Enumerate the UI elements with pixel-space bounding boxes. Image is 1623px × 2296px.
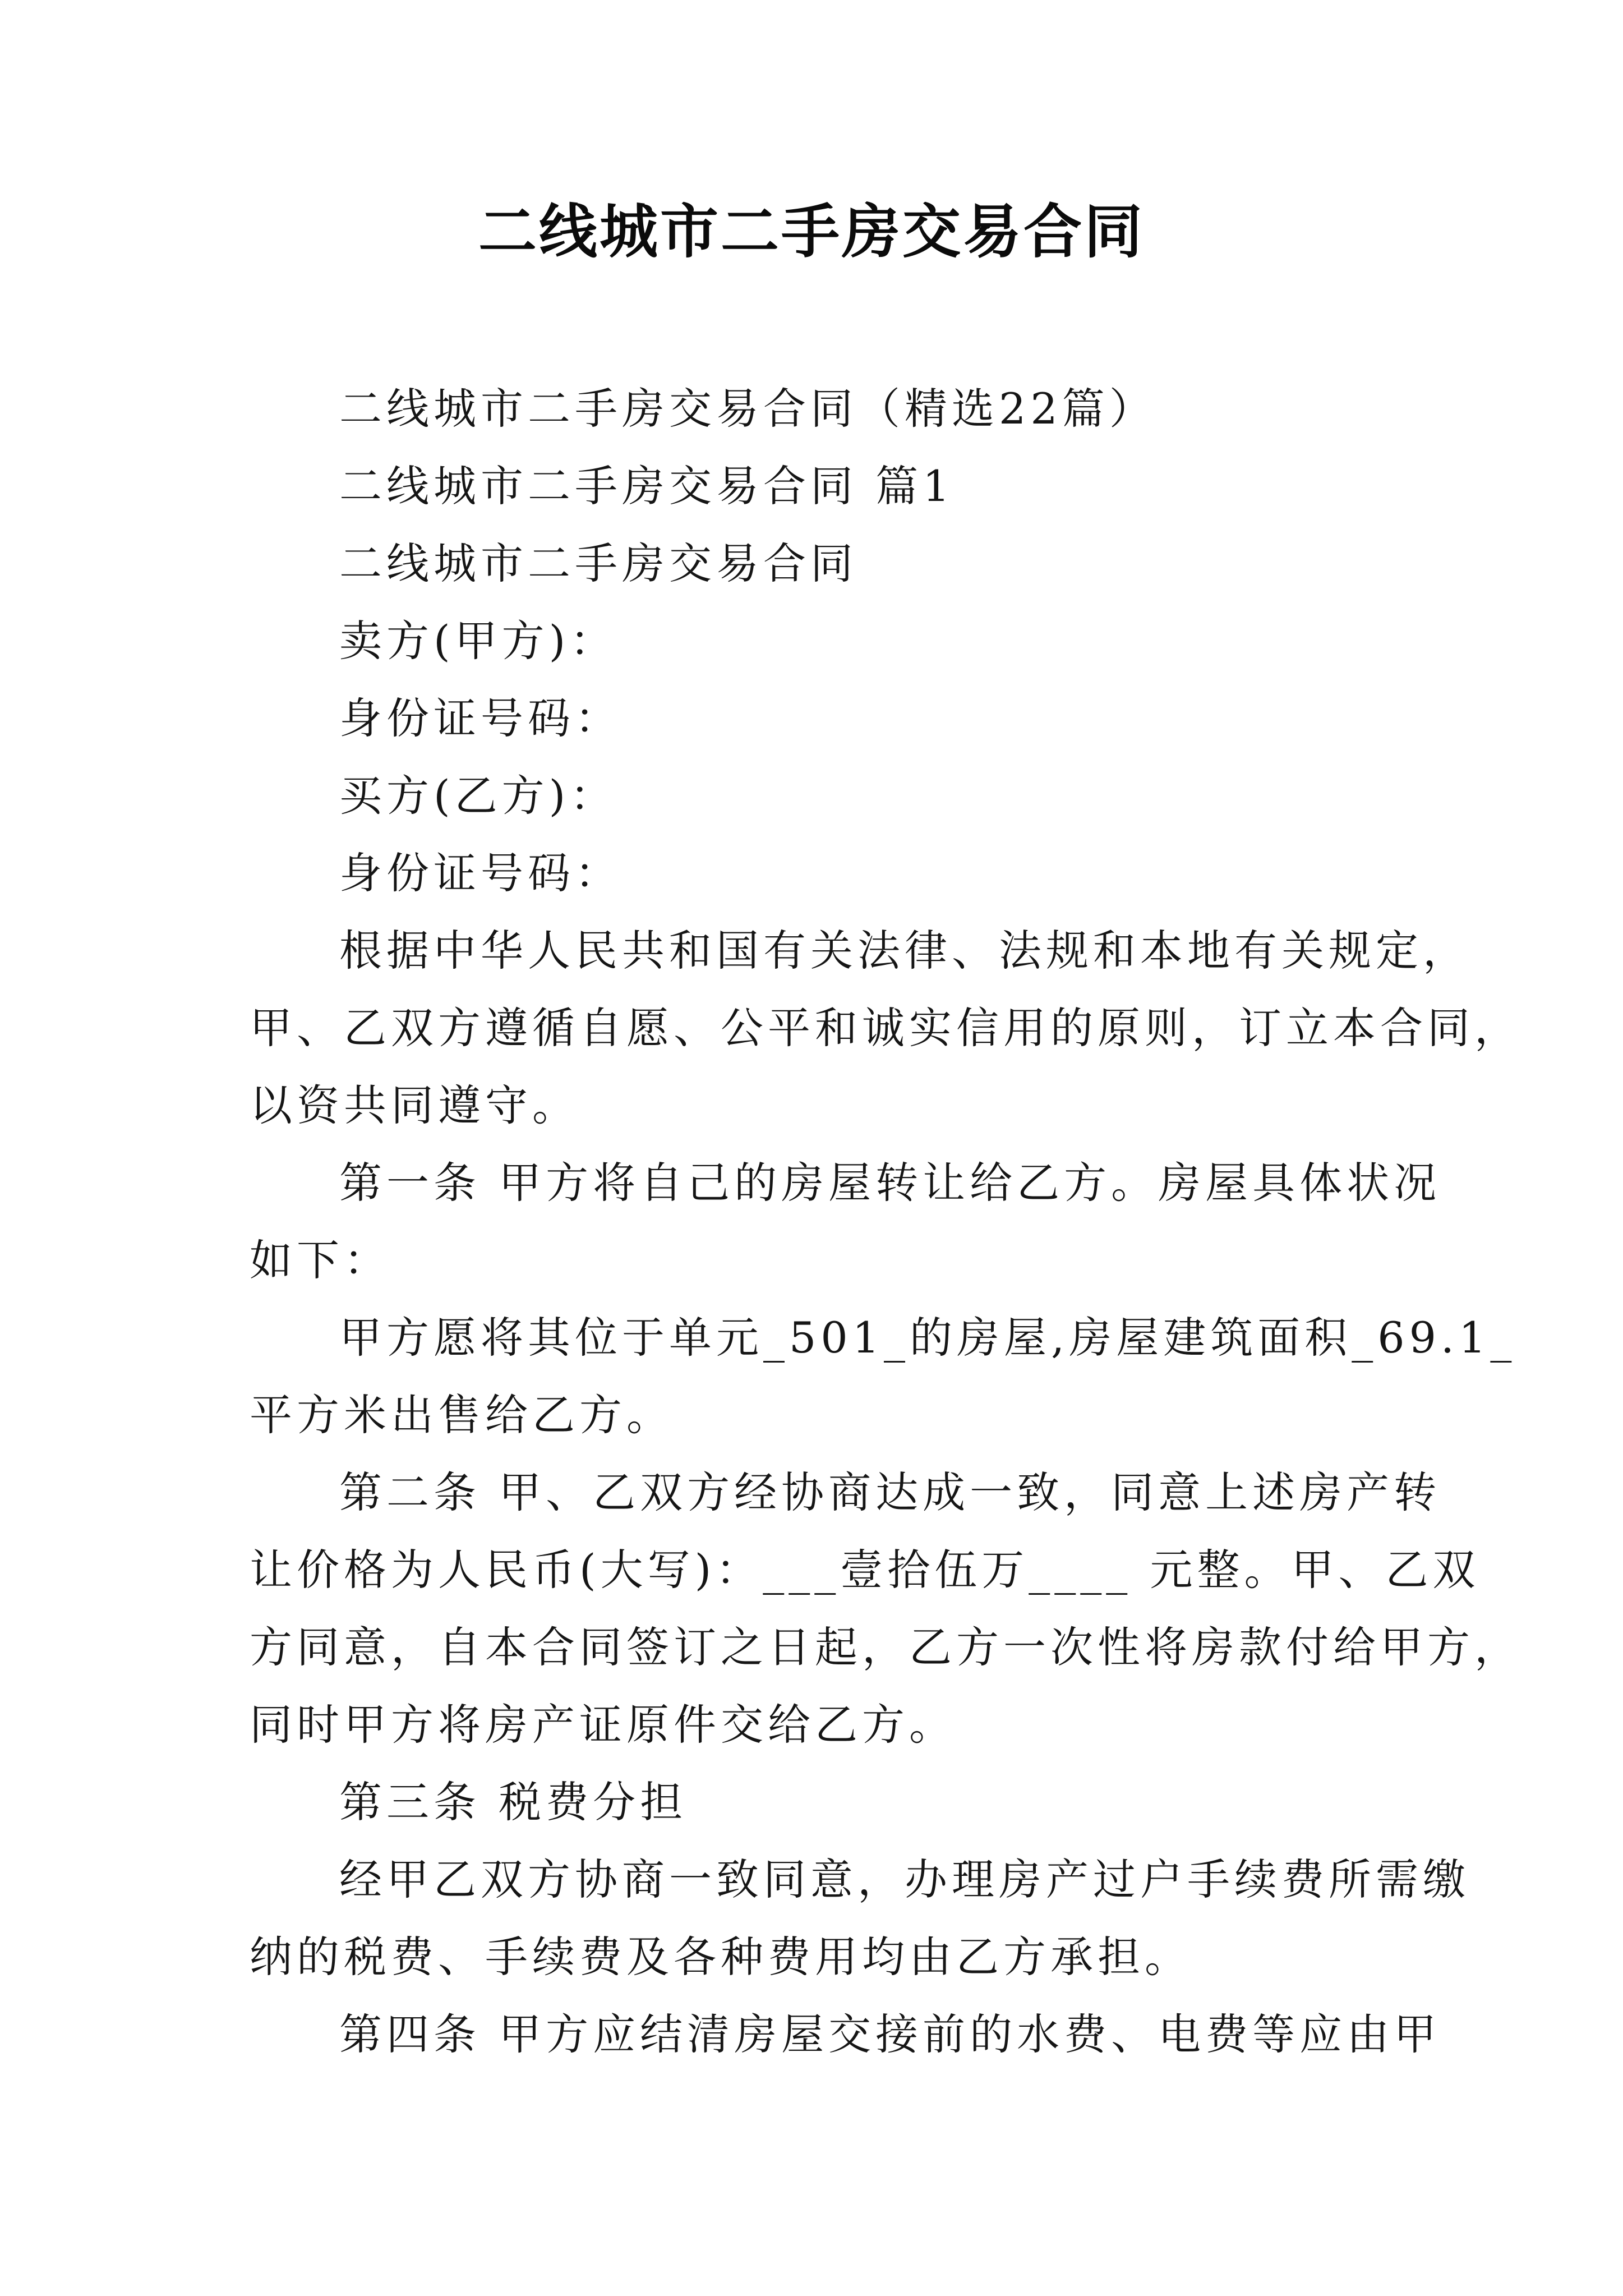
text-line: 甲方愿将其位于单元_501_的房屋,房屋建筑面积_69.1_: [339, 1313, 1516, 1363]
text-line: 二线城市二手房交易合同（精选22篇）: [339, 384, 1156, 434]
text-line: 平方米出售给乙方。: [250, 1390, 674, 1440]
text-line: 第四条 甲方应结清房屋交接前的水费、电费等应由甲: [339, 2009, 1441, 2059]
text-line: 让价格为人民币(大写)：___壹拾伍万____ 元整。甲、乙双: [250, 1545, 1480, 1595]
text-line: 以资共同遵守。: [250, 1080, 579, 1130]
text-line: 方同意，自本合同签订之日起，乙方一次性将房款付给甲方，: [250, 1622, 1521, 1672]
text-line: 经甲乙双方协商一致同意，办理房产过户手续费所需缴: [339, 1855, 1470, 1904]
text-line: 同时甲方将房产证原件交给乙方。: [250, 1700, 956, 1750]
document-body: [250, 370, 1521, 2073]
text-line: 纳的税费、手续费及各种费用均由乙方承担。: [250, 1932, 1192, 1982]
text-line: 如下：: [250, 1235, 391, 1285]
text-line: 二线城市二手房交易合同: [339, 539, 857, 588]
text-line: 第一条 甲方将自己的房屋转让给乙方。房屋具体状况: [339, 1158, 1441, 1208]
text-line: 甲、乙双方遵循自愿、公平和诚实信用的原则，订立本合同，: [250, 1003, 1521, 1053]
text-line: 卖方(甲方)：: [339, 616, 617, 666]
text-line: 身份证号码：: [339, 693, 622, 743]
text-line: 根据中华人民共和国有关法律、法规和本地有关规定，: [339, 926, 1470, 976]
text-line: 第二条 甲、乙双方经协商达成一致，同意上述房产转: [339, 1467, 1441, 1517]
text-line: 二线城市二手房交易合同 篇1: [339, 461, 955, 511]
document-title: 二线城市二手房交易合同: [478, 197, 1145, 266]
text-line: 买方(乙方)：: [339, 771, 617, 821]
text-line: 第三条 税费分担: [339, 1777, 688, 1827]
text-line: 身份证号码：: [339, 848, 622, 898]
